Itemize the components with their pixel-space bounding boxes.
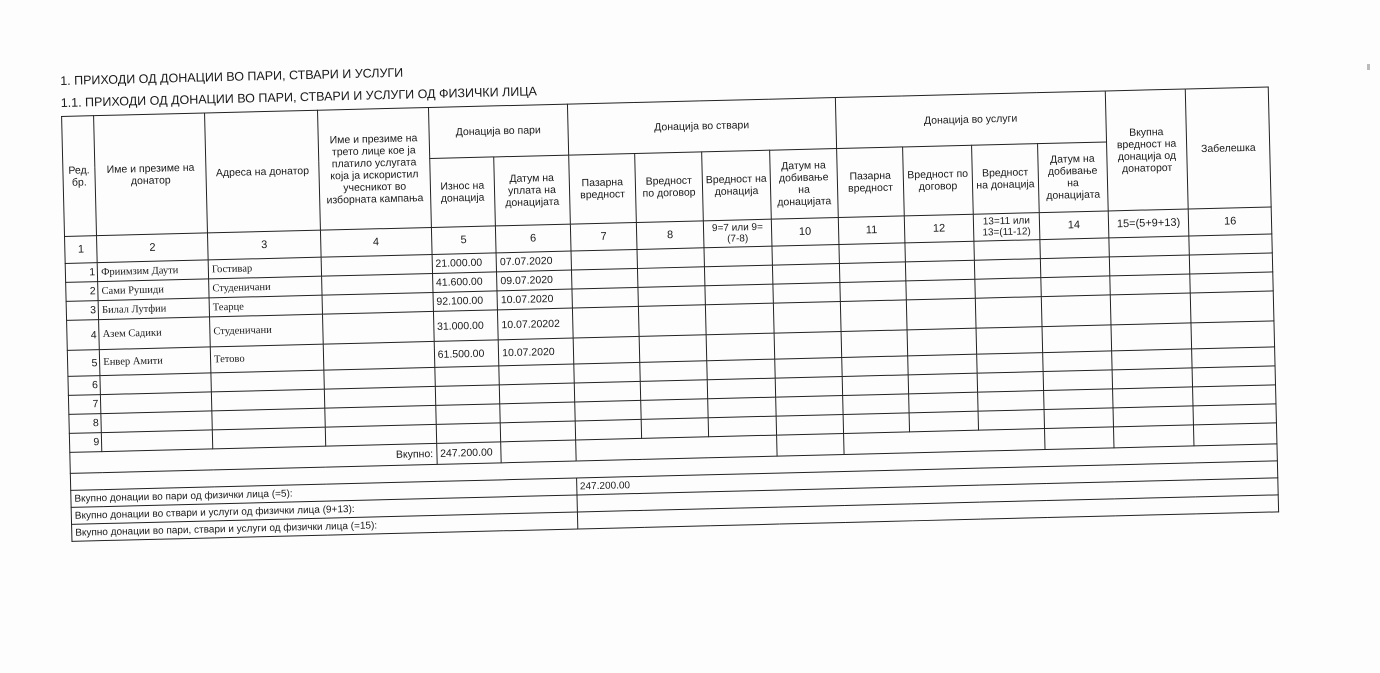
donor-address-cell: Гостивар xyxy=(208,257,321,279)
colnum-12: 12 xyxy=(904,214,973,243)
empty-cell xyxy=(705,284,774,305)
col-money-date: Датум на уплата на донацијата xyxy=(494,155,570,226)
total-label: Вкупно: xyxy=(70,443,437,473)
empty-cell xyxy=(1044,408,1113,429)
date-cell xyxy=(500,402,575,423)
colnum-16: 16 xyxy=(1188,207,1271,236)
empty-cell xyxy=(641,399,708,420)
donor-address-cell: Студеничани xyxy=(209,276,322,298)
donations-table xyxy=(61,86,1279,541)
empty-cell xyxy=(777,433,844,456)
row-number: 5 xyxy=(67,350,100,377)
empty-cell xyxy=(840,300,907,332)
date-cell: 10.07.20202 xyxy=(498,308,573,340)
col-goods-date: Датум на добивање на донацијата xyxy=(770,149,838,220)
colnum-13: 13=11 или 13=(11-12) xyxy=(973,213,1040,242)
col-serv-value: Вредност на донација xyxy=(971,144,1039,215)
empty-cell xyxy=(977,372,1044,393)
row-number: 6 xyxy=(68,376,101,396)
col-donor-address: Адреса на донатор xyxy=(205,110,321,233)
empty-cell xyxy=(1113,406,1194,427)
colnum-8: 8 xyxy=(637,221,704,250)
donor-address-cell: Тетово xyxy=(210,344,323,373)
empty-cell xyxy=(776,395,843,416)
empty-cell xyxy=(638,286,705,307)
colnum-5: 5 xyxy=(431,226,496,255)
empty-cell xyxy=(906,279,975,300)
col-goods-value: Вредност на донација xyxy=(701,150,771,221)
empty-cell xyxy=(704,265,773,286)
donor-name-cell: Енвер Амити xyxy=(100,347,211,376)
empty-cell xyxy=(501,440,576,463)
empty-cell xyxy=(906,298,975,330)
third-party-cell xyxy=(323,341,434,370)
donation-report-sheet xyxy=(60,42,1291,542)
date-cell xyxy=(500,421,575,442)
empty-cell xyxy=(1041,295,1110,327)
empty-cell xyxy=(976,353,1043,374)
empty-cell xyxy=(907,328,976,356)
group-money: Донација во пари xyxy=(428,104,568,158)
empty-cell xyxy=(775,357,842,378)
empty-cell xyxy=(1189,234,1272,255)
section-title: 1. ПРИХОДИ ОД ДОНАЦИИ ВО ПАРИ, СТВАРИ И УСЛУГИ xyxy=(60,65,404,88)
empty-cell xyxy=(638,267,705,288)
empty-cell xyxy=(1111,349,1192,370)
empty-cell xyxy=(1109,236,1190,257)
row-number: 2 xyxy=(66,282,99,302)
summary-value: 247.200.00 xyxy=(576,461,1278,495)
empty-cell xyxy=(1191,291,1274,323)
empty-cell xyxy=(839,243,906,264)
amount-cell: 61.500.00 xyxy=(434,340,499,368)
amount-cell xyxy=(435,366,500,387)
empty-cell xyxy=(639,335,706,363)
empty-cell xyxy=(1193,385,1276,406)
group-goods: Донација во ствари xyxy=(567,98,836,156)
empty-cell xyxy=(909,392,978,413)
empty-cell xyxy=(707,397,776,418)
third-party-cell xyxy=(322,311,434,344)
empty-cell xyxy=(572,306,639,338)
amount-cell: 41.600.00 xyxy=(432,272,497,293)
empty-cell xyxy=(639,305,706,337)
col-serv-contract: Вредност по договор xyxy=(903,145,973,216)
empty-cell xyxy=(909,411,978,432)
empty-cell xyxy=(1110,293,1191,325)
row-number: 4 xyxy=(67,320,100,351)
empty-cell xyxy=(1112,368,1193,389)
empty-cell xyxy=(573,362,640,383)
empty-cell xyxy=(1190,253,1273,274)
empty-cell xyxy=(1193,404,1276,425)
empty-cell xyxy=(841,330,908,358)
empty-cell xyxy=(975,278,1042,299)
empty-cell xyxy=(906,260,975,281)
empty-cell xyxy=(637,248,704,269)
empty-cell xyxy=(1109,274,1190,295)
empty-cell xyxy=(775,376,842,397)
empty-cell xyxy=(1192,366,1275,387)
empty-cell xyxy=(571,268,638,289)
empty-cell xyxy=(773,283,840,304)
colnum-15: 15=(5+9+13) xyxy=(1108,209,1189,238)
empty-cell xyxy=(1191,321,1274,349)
colnum-2: 2 xyxy=(97,233,208,263)
empty-cell xyxy=(978,410,1045,431)
empty-cell xyxy=(705,303,774,335)
empty-cell xyxy=(974,240,1041,261)
empty-cell xyxy=(1043,351,1112,372)
col-serv-date: Датум на добивање на донацијата xyxy=(1038,142,1108,213)
empty-cell xyxy=(572,287,639,308)
donor-name-cell: Билал Лутфии xyxy=(98,298,209,320)
donor-name-cell: Сами Рушиди xyxy=(98,279,209,301)
empty-cell xyxy=(1192,347,1275,368)
empty-cell xyxy=(773,264,840,285)
empty-cell xyxy=(1041,276,1110,297)
empty-cell xyxy=(1040,238,1109,259)
colnum-14: 14 xyxy=(1039,211,1108,240)
col-donor-name: Име и презиме на донатор xyxy=(94,113,208,236)
empty-cell xyxy=(1109,255,1190,276)
summary-label: Вкупно донации во пари, ствари и услуги од физички лица (=15): xyxy=(72,512,578,541)
empty-cell xyxy=(842,394,909,415)
colnum-6: 6 xyxy=(496,224,571,253)
summary-label: Вкупно донации во пари од физички лица (=5): xyxy=(71,478,577,507)
empty-cell xyxy=(974,259,1041,280)
empty-cell xyxy=(708,416,777,437)
row-number: 7 xyxy=(68,395,101,415)
date-cell: 10.07.2020 xyxy=(497,289,572,310)
empty-cell xyxy=(575,419,642,440)
empty-cell xyxy=(840,281,907,302)
subsection-title: 1.1. ПРИХОДИ ОД ДОНАЦИИ ВО ПАРИ, СТВАРИ И УСЛУГИ ОД ФИЗИЧКИ ЛИЦА xyxy=(60,84,537,110)
empty-cell xyxy=(704,246,773,267)
empty-cell xyxy=(843,413,910,434)
colnum-7: 7 xyxy=(570,222,637,251)
empty-cell xyxy=(641,418,708,439)
col-goods-contract: Вредност по договор xyxy=(635,152,703,223)
empty-cell xyxy=(1190,272,1273,293)
col-total-value: Вкупна вредност на донација од донаторот xyxy=(1105,89,1189,211)
empty-cell xyxy=(1045,427,1114,450)
empty-cell xyxy=(977,391,1044,412)
col-note: Забелешка xyxy=(1186,87,1272,209)
empty-cell xyxy=(772,245,839,266)
empty-cell xyxy=(842,375,909,396)
empty-cell xyxy=(571,249,638,270)
row-number: 3 xyxy=(66,301,99,321)
empty-cell xyxy=(774,332,841,360)
colnum-3: 3 xyxy=(208,230,321,260)
empty-cell xyxy=(706,333,775,361)
colnum-10: 10 xyxy=(771,218,838,247)
date-cell xyxy=(499,383,574,404)
total-amount: 247.200.00 xyxy=(436,442,501,465)
colnum-9: 9=7 или 9=(7-8) xyxy=(703,219,772,248)
col-rb: Ред. бр. xyxy=(62,116,97,237)
empty-cell xyxy=(1111,323,1192,351)
amount-cell: 21.000.00 xyxy=(432,253,497,274)
empty-cell xyxy=(706,359,775,380)
colnum-4: 4 xyxy=(320,227,431,257)
empty-cell xyxy=(839,262,906,283)
empty-cell xyxy=(975,297,1042,329)
empty-cell xyxy=(1043,370,1112,391)
col-money-amount: Износ на донација xyxy=(429,157,495,228)
amount-cell: 92.100.00 xyxy=(433,291,498,312)
date-cell: 09.07.2020 xyxy=(497,270,572,291)
col-serv-market: Пазарна вредност xyxy=(836,147,904,218)
row-number: 9 xyxy=(69,433,102,453)
empty-cell xyxy=(1113,425,1194,448)
donor-name-cell: Фриимзим Даути xyxy=(97,260,208,282)
amount-cell xyxy=(435,385,500,406)
row-number: 1 xyxy=(65,263,98,283)
empty-cell xyxy=(640,361,707,382)
empty-cell xyxy=(707,378,776,399)
empty-cell xyxy=(573,336,640,364)
date-cell: 07.07.2020 xyxy=(496,251,571,272)
donor-name-cell: Азем Садики xyxy=(99,317,211,350)
empty-cell xyxy=(776,414,843,435)
empty-cell xyxy=(976,327,1043,355)
empty-cell xyxy=(574,400,641,421)
empty-cell xyxy=(908,354,977,375)
empty-cell xyxy=(640,380,707,401)
amount-cell xyxy=(436,423,501,444)
date-cell: 10.07.2020 xyxy=(498,338,573,366)
colnum-1: 1 xyxy=(65,236,98,264)
col-third-party: Име и презиме на трето лице кое ја платило услугата која ја искористил учесникот во изборната кампања xyxy=(317,108,431,231)
summary-label: Вкупно донации во ствари и услуги од физички лица (9+13): xyxy=(71,495,577,524)
empty-cell xyxy=(908,373,977,394)
amount-cell xyxy=(435,404,500,425)
empty-cell xyxy=(841,356,908,377)
donor-address-cell: Теарце xyxy=(209,295,322,317)
empty-cell xyxy=(1042,325,1111,353)
empty-cell xyxy=(1044,389,1113,410)
empty-cell xyxy=(774,302,841,334)
empty-cell xyxy=(905,241,974,262)
row-number: 8 xyxy=(69,414,102,434)
date-cell xyxy=(499,364,574,385)
group-services: Донација во услуги xyxy=(835,91,1106,149)
empty-cell xyxy=(1194,423,1277,446)
colnum-11: 11 xyxy=(838,216,905,245)
empty-cell xyxy=(1041,257,1110,278)
scan-speck xyxy=(1367,64,1370,70)
donor-address-cell: Студеничани xyxy=(210,314,324,347)
empty-cell xyxy=(574,381,641,402)
empty-cell xyxy=(1112,387,1193,408)
col-goods-market: Пазарна вредност xyxy=(568,153,636,224)
amount-cell: 31.000.00 xyxy=(433,310,498,342)
